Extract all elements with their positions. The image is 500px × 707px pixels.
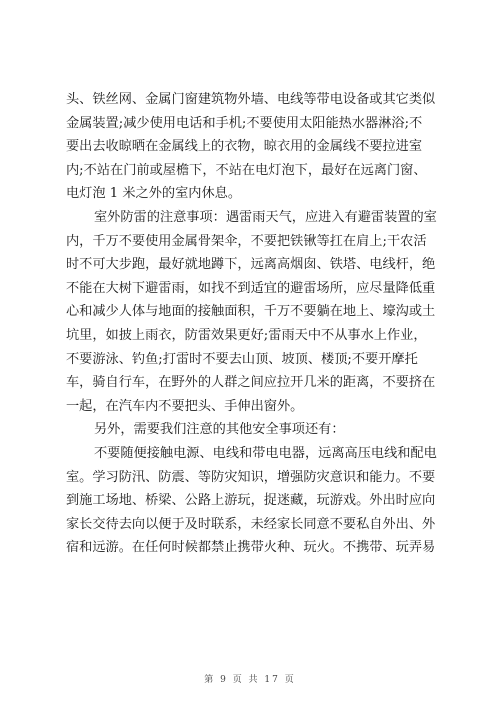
text-line: 心和减少人体与地面的接触面积，千万不要躺在地上、壕沟或土: [66, 304, 436, 320]
text-line: 金属装置;减少使用电话和手机;不要使用太阳能热水器淋浴;不: [66, 115, 423, 131]
text-line: 时不可大步跑，最好就地蹲下，远离高烟囱、铁塔、电线杆，绝: [66, 257, 436, 273]
text-line: 电灯泡 1 米之外的室内休息。: [66, 186, 242, 202]
text-line: 坑里，如披上雨衣，防雷效果更好;雷雨天中不从事水上作业，: [66, 327, 427, 343]
text-line: 一起，在汽车内不要把头、手伸出窗外。: [66, 398, 304, 414]
text-line: 室外防雷的注意事项：遇雷雨天气，应进入有避雷装置的室: [94, 209, 437, 225]
page-footer: 第 9 页 共 17 页: [204, 675, 296, 685]
text-line: 到施工场地、桥梁、公路上游玩，捉迷藏，玩游戏。外出时应向: [66, 493, 436, 509]
text-line: 宿和远游。在任何时候都禁止携带火种、玩火。不携带、玩弄易: [66, 540, 436, 556]
text-line: 不要随便接触电源、电线和带电电器，远离高压电线和配电: [94, 445, 437, 461]
document-body: [66, 88, 437, 560]
text-line: 不要游泳、钓鱼;打雷时不要去山顶、坡顶、楼顶;不要开摩托: [66, 351, 418, 367]
text-line: 不能在大树下避雷雨，如找不到适宜的避雷场所，应尽量降低重: [66, 280, 436, 296]
text-line: 车，骑自行车，在野外的人群之间应拉开几米的距离，不要挤在: [66, 375, 436, 391]
text-line: 头、铁丝网、金属门窗建筑物外墙、电线等带电设备或其它类似: [66, 92, 436, 107]
text-line: 室。学习防汛、防震、等防灾知识，增强防灾意识和能力。不要: [66, 469, 436, 485]
text-line: 另外，需要我们注意的其他安全事项还有：: [94, 422, 345, 438]
text-line: 要出去收晾晒在金属线上的衣物，晾衣用的金属线不要拉进室: [66, 139, 423, 155]
text-line: 家长交待去向以便于及时联系，未经家长同意不要私自外出、外: [66, 516, 436, 532]
text-line: 内;不站在门前或屋檐下，不站在电灯泡下，最好在远离门窗、: [66, 162, 427, 178]
text-line: 内，千万不要使用金属骨架伞，不要把铁锹等扛在肩上;干农活: [66, 233, 427, 249]
